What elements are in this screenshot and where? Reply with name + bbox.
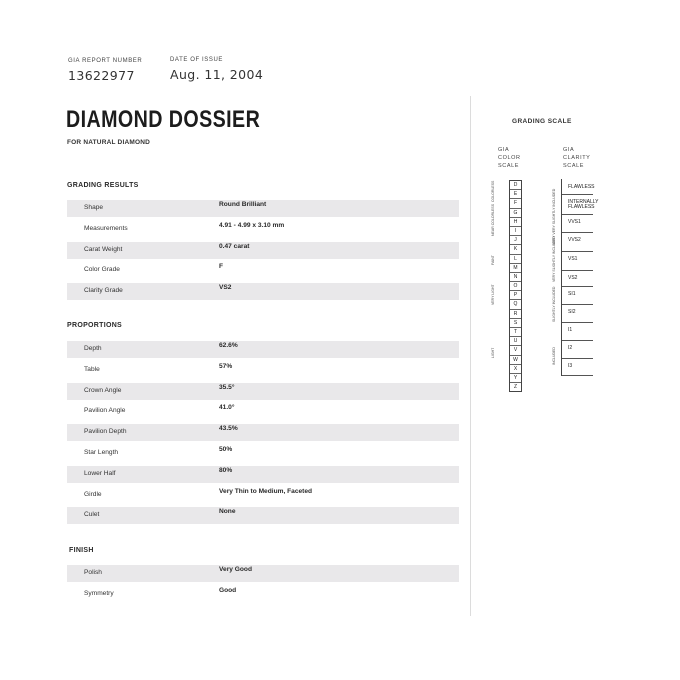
table-row bbox=[67, 383, 459, 400]
row-value: None bbox=[219, 508, 236, 516]
color-grade-cell: Z bbox=[513, 384, 518, 391]
grading-scale-title: GRADING SCALE bbox=[512, 118, 572, 125]
table-row bbox=[67, 200, 459, 217]
row-label: Polish bbox=[84, 569, 102, 576]
row-label: Star Length bbox=[84, 449, 119, 456]
table-row bbox=[67, 403, 459, 420]
table-row bbox=[67, 362, 459, 379]
color-group-label: FAINT bbox=[491, 255, 495, 265]
color-grade-cell: S bbox=[510, 319, 521, 328]
color-grade-cell: M bbox=[510, 264, 521, 273]
color-grade-cell: U bbox=[510, 337, 521, 346]
row-value: VS2 bbox=[219, 284, 232, 292]
row-label: Depth bbox=[84, 345, 102, 352]
clarity-grade-cell: SI2 bbox=[562, 305, 593, 323]
row-label: Clarity Grade bbox=[84, 287, 123, 295]
row-value: 62.6% bbox=[219, 342, 238, 349]
clarity-group-label: INCLUDED bbox=[552, 347, 556, 365]
table-row bbox=[67, 586, 459, 603]
table-row bbox=[67, 487, 459, 504]
row-value: 4.91 - 4.99 x 3.10 mm bbox=[219, 221, 285, 229]
color-grade-cell: J bbox=[510, 236, 521, 245]
table-row bbox=[67, 262, 459, 279]
color-group-label: COLORLESS bbox=[491, 180, 495, 202]
color-grade-cell: X bbox=[510, 365, 521, 374]
table-row bbox=[67, 424, 459, 441]
row-value: Very Thin to Medium, Faceted bbox=[219, 487, 313, 495]
color-grade-cell: D bbox=[510, 181, 521, 190]
row-label: Culet bbox=[84, 511, 100, 519]
document-subtitle: FOR NATURAL DIAMOND bbox=[67, 139, 150, 146]
clarity-grade-cell: I3 bbox=[562, 359, 593, 376]
color-grade-cell: R bbox=[510, 310, 521, 319]
color-grade-cell: O bbox=[510, 282, 521, 291]
clarity-scale-heading-line: SCALE bbox=[563, 163, 585, 169]
issue-date: Aug. 11, 2004 bbox=[170, 67, 264, 82]
grading-results-heading: GRADING RESULTS bbox=[67, 182, 139, 189]
color-scale-heading-line: SCALE bbox=[498, 163, 520, 169]
row-label: Lower Half bbox=[84, 469, 116, 477]
clarity-grade-cell: VS1 bbox=[562, 252, 593, 271]
color-scale-heading bbox=[498, 146, 521, 170]
row-label: Color Grade bbox=[84, 266, 120, 274]
color-group-label: NEAR COLORLESS bbox=[491, 203, 495, 236]
row-value: F bbox=[219, 263, 224, 271]
clarity-grade-cell: I2 bbox=[562, 341, 593, 359]
table-row bbox=[67, 466, 459, 483]
color-grade-cell: H bbox=[510, 218, 521, 227]
clarity-grade-cell: VVS2 bbox=[562, 233, 593, 252]
clarity-grade-column bbox=[561, 179, 599, 376]
color-grade-cell: G bbox=[510, 209, 521, 218]
clarity-group-label: VERY SLIGHTLY INCLUDED bbox=[552, 236, 556, 282]
row-label: Crown Angle bbox=[84, 386, 122, 394]
clarity-grade-cell: FLAWLESS bbox=[562, 179, 593, 195]
row-value: 41.0° bbox=[219, 404, 235, 412]
color-grade-cell: P bbox=[510, 291, 521, 300]
row-value: 0.47 carat bbox=[219, 242, 250, 250]
row-value: 80% bbox=[219, 466, 233, 474]
color-grade-cell: E bbox=[510, 190, 521, 199]
row-value: Very Good bbox=[219, 566, 252, 573]
table-row bbox=[67, 283, 459, 300]
table-row bbox=[67, 507, 459, 524]
color-grade-cell: Y bbox=[510, 374, 521, 383]
color-grade-cell: Q bbox=[510, 300, 521, 309]
row-value: Good bbox=[219, 586, 237, 594]
color-grade-cell: N bbox=[510, 273, 521, 282]
row-value: 35.5° bbox=[219, 383, 235, 391]
finish-heading: FINISH bbox=[69, 547, 94, 554]
row-label: Measurements bbox=[84, 224, 128, 232]
row-value: 57% bbox=[219, 362, 233, 370]
clarity-grade-cell: VS2 bbox=[562, 271, 593, 287]
clarity-grade-cell: VVS1 bbox=[562, 215, 593, 233]
clarity-scale-heading-line: GIA bbox=[563, 147, 575, 153]
row-value: 50% bbox=[219, 446, 233, 453]
row-value: 43.5% bbox=[219, 425, 238, 433]
color-grade-cell: L bbox=[510, 255, 521, 264]
row-value: Round Brilliant bbox=[219, 201, 267, 208]
color-grade-cell: K bbox=[510, 245, 521, 254]
color-scale-heading-line: COLOR bbox=[498, 155, 521, 161]
clarity-grade-cell: INTERNALLY FLAWLESS bbox=[562, 195, 593, 215]
date-label: DATE OF ISSUE bbox=[170, 57, 224, 63]
proportions-heading: PROPORTIONS bbox=[67, 322, 123, 329]
table-row bbox=[67, 445, 459, 462]
clarity-scale-heading-line: CLARITY bbox=[563, 155, 591, 161]
clarity-grade-cell: I1 bbox=[562, 323, 593, 341]
row-label: Symmetry bbox=[84, 589, 114, 597]
document-title: DIAMOND DOSSIER bbox=[66, 106, 261, 133]
table-row bbox=[67, 565, 459, 582]
color-group-label: VERY LIGHT bbox=[491, 284, 495, 305]
table-row bbox=[67, 242, 459, 259]
table-row bbox=[67, 221, 459, 238]
table-row bbox=[67, 341, 459, 358]
report-number: 13622977 bbox=[68, 68, 135, 83]
page-divider bbox=[470, 96, 471, 616]
color-grade-cell: F bbox=[510, 199, 521, 208]
row-label: Pavilion Angle bbox=[84, 407, 126, 415]
clarity-grade-cell: SI1 bbox=[562, 287, 593, 305]
row-label: Pavilion Depth bbox=[84, 428, 127, 436]
color-grade-cell: T bbox=[510, 328, 521, 337]
color-scale-heading-line: GIA bbox=[498, 147, 510, 153]
color-grade-cell: I bbox=[510, 227, 521, 236]
row-label: Table bbox=[84, 365, 100, 373]
clarity-scale-heading bbox=[563, 146, 590, 170]
color-grade-cell: V bbox=[510, 346, 521, 355]
report-number-label: GIA REPORT NUMBER bbox=[68, 58, 143, 64]
color-grade-cell: W bbox=[510, 356, 521, 365]
color-group-label: LIGHT bbox=[491, 347, 495, 358]
row-label: Carat Weight bbox=[84, 245, 123, 253]
color-grade-column bbox=[509, 180, 522, 392]
clarity-group-label: SLIGHTLY INCLUDED bbox=[552, 286, 556, 322]
clarity-group-label: VERY VERY SLIGHTLY INCLUDED bbox=[552, 188, 556, 245]
row-label: Shape bbox=[84, 204, 104, 211]
row-label: Girdle bbox=[84, 490, 102, 498]
